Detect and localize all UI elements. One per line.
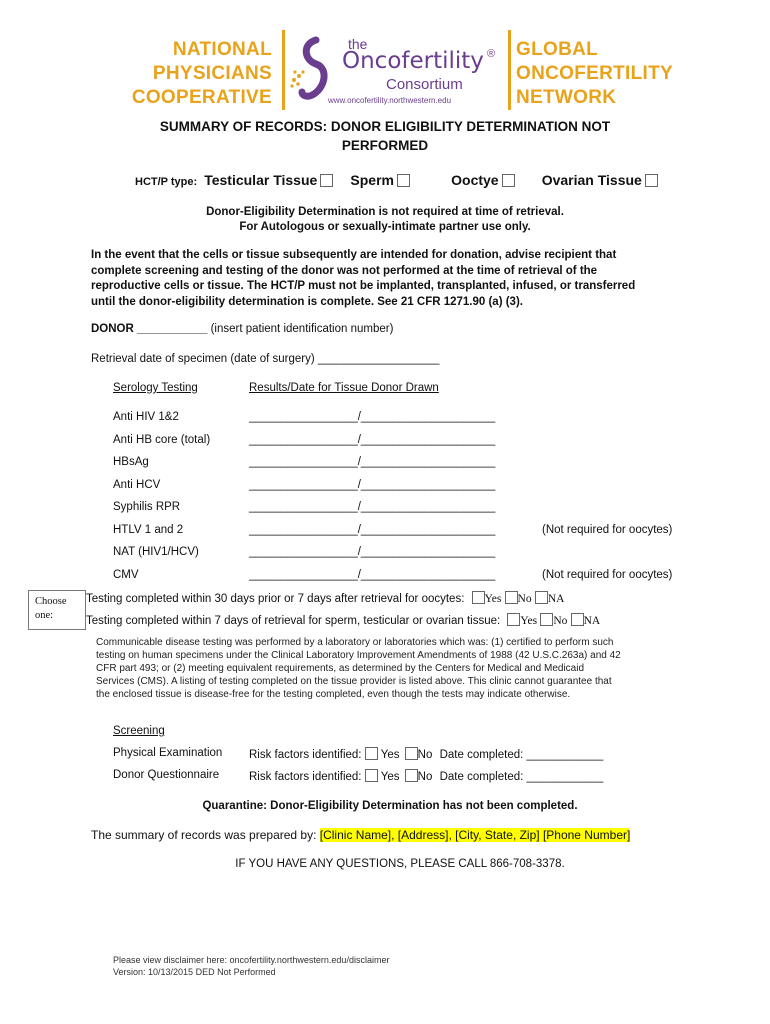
tissue-na-checkbox[interactable] [571,613,584,626]
logo-oncofertility: Oncofertility [342,48,484,74]
warning-line: until the donor-eligibility determination is complete. See 21 CFR 1271.90 (a) (3). [91,295,523,308]
donation-warning-paragraph [91,248,711,310]
oocyte-checkbox[interactable] [502,174,515,187]
questionnaire-date-field[interactable]: Date completed: ____________ [439,771,604,783]
serology-test-name: Anti HIV 1&2 [113,411,179,423]
oocyte-testing-row [86,591,564,605]
serology-test-name: HTLV 1 and 2 [113,524,184,536]
left-org-line: COOPERATIVE [131,87,272,108]
right-org-line: NETWORK [516,87,617,108]
serology-result-field[interactable]: _________________/_____________________ [249,569,496,581]
logo-the: the [348,36,368,52]
footer [113,954,389,978]
yes-label: Yes [484,593,502,605]
donor-label: DONOR [91,323,134,335]
oocyte-no-checkbox[interactable] [505,591,518,604]
oocyte-na-checkbox[interactable] [535,591,548,604]
lab-note-line: testing on human specimens under the Clinical Laboratory Improvement Amendments of 1988 (42 U.S.C.263a) and 42 [96,650,621,661]
warning-line: complete screening and testing of the donor was not performed at the time of retrieval of the [91,264,598,277]
title-line-1: SUMMARY OF RECORDS: DONOR ELIGIBILITY DETERMINATION NOT [159,119,611,134]
physical-exam-row [249,747,603,761]
logo-url: www.oncofertility.northwestern.edu [328,96,452,105]
prepared-by-label: The summary of records was prepared by: [91,828,317,842]
oocyte-testing-question: Testing completed within 30 days prior or 7 days after retrieval for oocytes: [86,593,465,605]
retrieval-date-field[interactable]: Retrieval date of specimen (date of surgery) ___________________ [91,353,440,365]
serology-test-name: Anti HB core (total) [113,434,211,446]
serology-header: Serology Testing [113,382,198,394]
screening-item-name: Physical Examination [113,747,223,759]
quarantine-statement: Quarantine: Donor-Eligibility Determination has not been completed. [202,800,578,812]
physical-exam-date-field[interactable]: Date completed: ____________ [439,749,604,761]
disclaimer-line: Please view disclaimer here: oncofertility.northwestern.edu/disclaimer [113,955,390,965]
no-label: No [553,615,568,627]
no-label: No [417,771,433,783]
screening-item-name: Donor Questionnaire [113,769,220,781]
questionnaire-no-checkbox[interactable] [405,769,418,782]
serology-result-field[interactable]: _________________/_____________________ [249,411,496,423]
risk-label: Risk factors identified: [249,749,362,761]
tissue-yes-checkbox[interactable] [507,613,520,626]
notice-line-2: For Autologous or sexually-intimate partner use only. [239,221,531,233]
right-org-line: ONCOFERTILITY [516,63,673,84]
left-org-line: PHYSICIANS [152,63,272,84]
serology-test-name: NAT (HIV1/HCV) [113,546,199,558]
warning-line: In the event that the cells or tissue subsequently are intended for donation, advise recipient that [91,249,617,261]
serology-result-field[interactable]: _________________/_____________________ [249,434,496,446]
questionnaire-yes-checkbox[interactable] [365,769,378,782]
sperm-tissue-testing-row [86,613,600,627]
no-label: No [417,749,433,761]
title-line-2: PERFORMED [341,138,429,153]
sperm-tissue-testing-question: Testing completed within 7 days of retrieval for sperm, testicular or ovarian tissue: [86,615,501,627]
lab-note-line: CFR part 493; or (2) meeting equivalent requirements, as determined by the Centers for Medical and Medicaid [96,663,585,674]
hctp-option-label: Ooctye [451,172,499,188]
physical-exam-yes-checkbox[interactable] [365,747,378,760]
yes-label: Yes [380,771,400,783]
oncofertility-consortium-logo [286,34,502,110]
national-physicians-cooperative-logo [130,38,272,110]
serology-result-field[interactable]: _________________/_____________________ [249,501,496,513]
choose-one-box [28,590,86,630]
serology-note: (Not required for oocytes) [542,524,673,536]
logo-registered: ® [487,48,496,60]
sperm-checkbox[interactable] [397,174,410,187]
ovarian-tissue-checkbox[interactable] [645,174,658,187]
serology-test-name: HBsAg [113,456,149,468]
hctp-label: HCT/P type: [135,176,198,188]
logo-consortium: Consortium [386,76,463,93]
donor-questionnaire-row [249,769,603,783]
laboratory-certification-note [96,636,696,701]
questions-phone-line: IF YOU HAVE ANY QUESTIONS, PLEASE CALL 866-708-3378. [235,858,565,870]
tissue-no-checkbox[interactable] [540,613,553,626]
version-line: Version: 10/13/2015 DED Not Performed [113,967,276,977]
choose-label: Choose [35,596,67,607]
lab-note-line: Services (CMS). A listing of testing completed on the tissue provider is listed above. This clinic cannot guarantee that [96,676,612,687]
choose-label: one: [35,610,54,621]
hctp-option-label: Ovarian Tissue [541,172,642,188]
na-label: NA [547,593,565,605]
autologous-notice [100,205,670,235]
serology-note: (Not required for oocytes) [542,569,673,581]
divider-right [508,30,511,110]
testicular-tissue-checkbox[interactable] [320,174,333,187]
serology-result-field[interactable]: _________________/_____________________ [249,456,496,468]
risk-label: Risk factors identified: [249,771,362,783]
serology-test-name: Syphilis RPR [113,501,181,513]
hctp-type-row [135,172,695,188]
notice-line-1: Donor-Eligibility Determination is not required at time of retrieval. [206,206,564,218]
yes-label: Yes [380,749,400,761]
divider-left [282,30,285,110]
donor-hint: (insert patient identification number) [210,323,394,335]
no-label: No [517,593,532,605]
donor-id-field[interactable]: ___________ [137,323,208,335]
left-org-line: NATIONAL [172,39,272,60]
screening-header: Screening [113,725,165,737]
physical-exam-no-checkbox[interactable] [405,747,418,760]
hctp-option-label: Testicular Tissue [204,172,318,188]
yes-label: Yes [520,615,538,627]
right-org-line: GLOBAL [516,39,599,60]
clinic-info-field[interactable]: [Clinic Name], [Address], [City, State, Zip] [Phone Number] [319,828,631,842]
hctp-option-label: Sperm [350,172,394,188]
serology-result-field[interactable]: _________________/_____________________ [249,546,496,558]
prepared-by-row [91,828,630,842]
warning-line: reproductive cells or tissue. The HCT/P must not be implanted, transplanted, infused, or transferred [91,280,636,292]
serology-test-name: Anti HCV [113,479,161,491]
lab-note-line: Communicable disease testing was performed by a laboratory or laboratories which was: (1) certified to perform such [96,637,614,648]
lab-note-line: the enclosed tissue is disease-free for the testing completed, even though the tests may indicate otherwise. [96,689,571,700]
oocyte-yes-checkbox[interactable] [472,591,485,604]
serology-result-field[interactable]: _________________/_____________________ [249,524,496,536]
document-title [100,117,670,155]
global-oncofertility-network-logo [516,38,673,110]
serology-test-name: CMV [113,569,139,581]
serology-result-field[interactable]: _________________/_____________________ [249,479,496,491]
na-label: NA [583,615,601,627]
results-header: Results/Date for Tissue Donor Drawn [249,382,439,394]
donor-row [91,323,393,335]
